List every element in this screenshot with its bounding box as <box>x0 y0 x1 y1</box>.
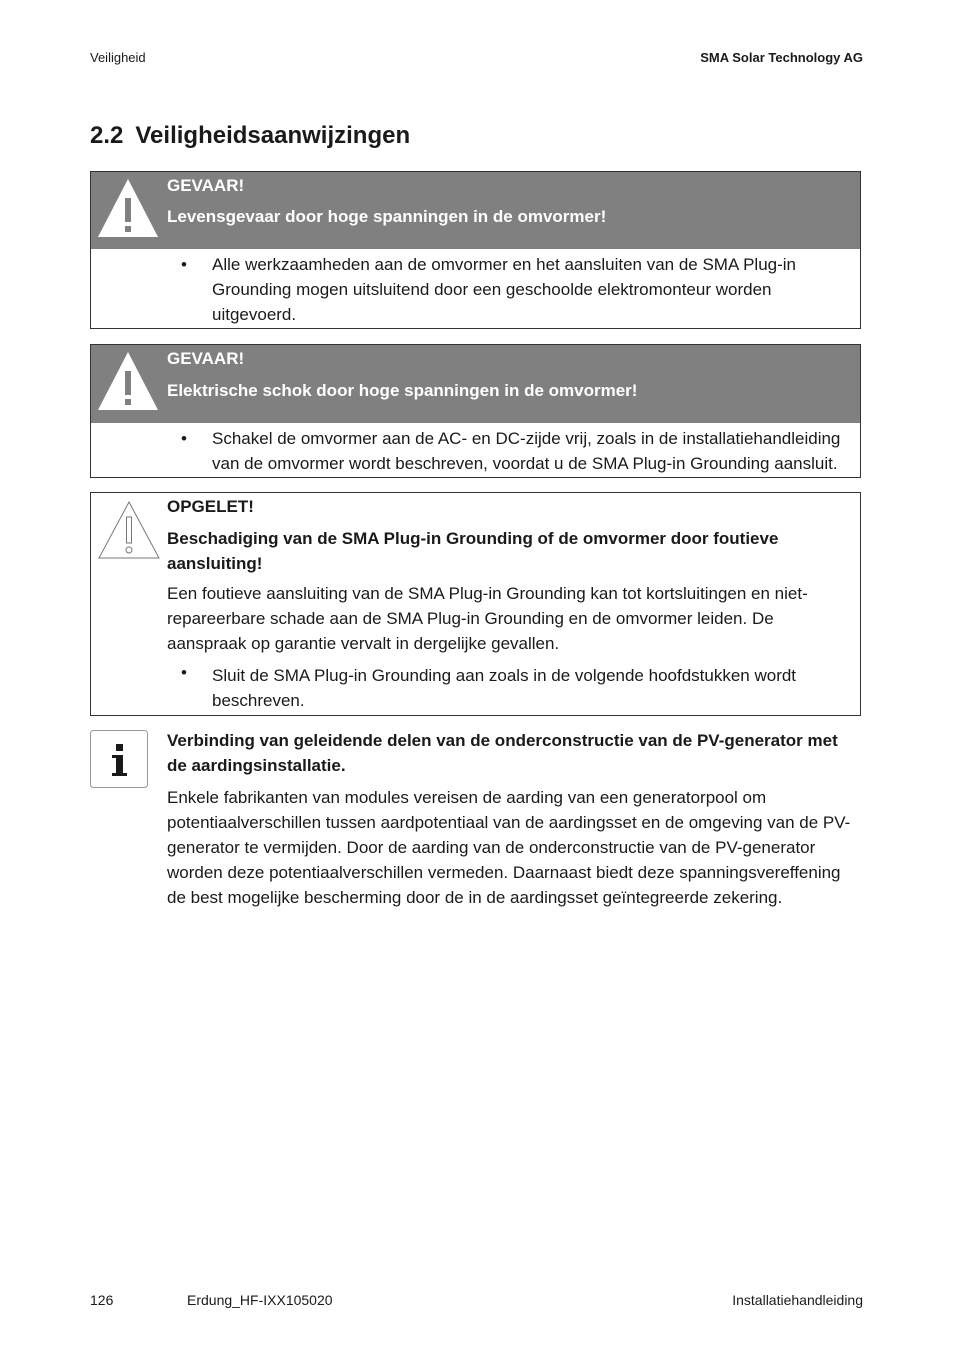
danger-header <box>91 172 860 249</box>
danger-notice-1 <box>90 171 861 329</box>
header-company: SMA Solar Technology AG <box>700 50 863 65</box>
caution-label: OPGELET! <box>167 497 254 516</box>
danger-label: GEVAAR! <box>167 349 245 368</box>
bullet: • <box>181 663 187 682</box>
info-body: Enkele fabrikanten van modules vereisen de aarding van een generatorpool om potentiaalverschillen tussen aardpotentiaal van de aardingsset en de omgeving van de PV-generator te vermijden. Door de aarding van de onderconstructie van de PV-generator worden deze potentiaalverschillen vermeden. Daarnaast biedt deze spanningsvereffening de best mogelijke bescherming door de in de aardingsset geïntegreerde zekering. <box>167 788 851 907</box>
bullet: • <box>181 429 187 448</box>
info-title: Verbinding van geleidende delen van de onderconstructie van de PV-generator met de aardingsinstallatie. <box>167 731 838 775</box>
info-icon <box>90 730 148 788</box>
section-title: Veiligheidsaanwijzingen <box>135 122 411 149</box>
warning-triangle-icon <box>95 176 161 240</box>
list-item-text: Sluit de SMA Plug-in Grounding aan zoals in de volgende hoofdstukken wordt beschreven. <box>212 666 797 710</box>
list-item-text: Alle werkzaamheden aan de omvormer en het aansluiten van de SMA Plug-in Grounding mogen uitsluitend door een geschoolde elektromonteur worden uitgevoerd. <box>212 255 797 324</box>
danger-title: Elektrische schok door hoge spanningen in de omvormer! <box>167 381 638 400</box>
caution-title: Beschadiging van de SMA Plug-in Grounding of de omvormer door foutieve aansluiting! <box>167 529 779 573</box>
danger-title: Levensgevaar door hoge spanningen in de omvormer! <box>167 207 607 226</box>
page-number: 126 <box>90 1292 114 1308</box>
danger-header <box>91 345 860 423</box>
caution-body: Een foutieve aansluiting van de SMA Plug-in Grounding kan tot kortsluitingen en niet-repareerbare schade aan de SMA Plug-in Grounding en de omvormer leiden. De aanspraak op garantie vervalt in dergelijke gevallen. <box>167 584 808 653</box>
danger-label: GEVAAR! <box>167 176 245 195</box>
header-section: Veiligheid <box>90 50 146 65</box>
caution-triangle-icon <box>96 499 162 561</box>
section-number: 2.2 <box>90 122 124 149</box>
bullet: • <box>181 255 187 274</box>
document-id: Erdung_HF-IXX105020 <box>187 1292 333 1308</box>
list-item-text: Schakel de omvormer aan de AC- en DC-zijde vrij, zoals in de installatiehandleiding van de omvormer wordt beschreven, voordat u de SMA Plug-in Grounding aansluit. <box>212 429 841 473</box>
warning-triangle-icon <box>95 349 161 413</box>
document-type: Installatiehandleiding <box>732 1292 863 1308</box>
page-title <box>90 122 410 150</box>
danger-notice-2 <box>90 344 861 478</box>
caution-notice <box>90 492 861 716</box>
